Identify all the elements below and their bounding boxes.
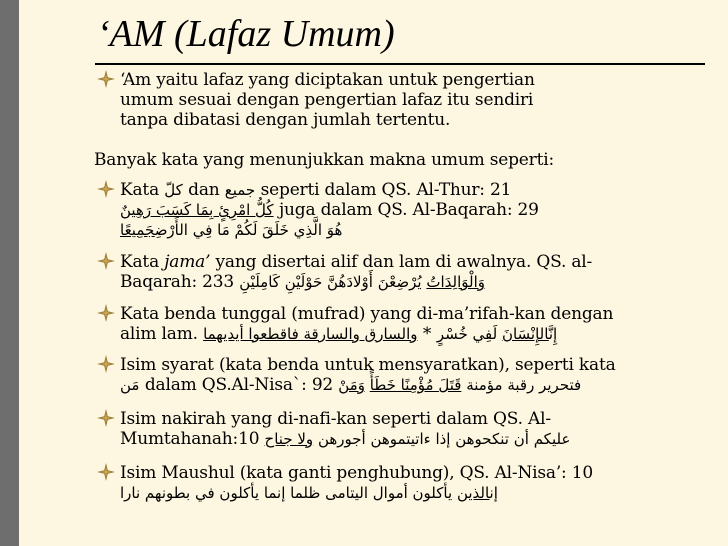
arabic-qatala: قَتَلَ مُؤْمِنًا خَطَأً xyxy=(369,376,462,394)
arabic-insan xyxy=(437,325,557,343)
reference-baqarah-29: juga dalam QS. Al-Baqarah: 29 xyxy=(278,200,539,220)
intro-line: Banyak kata yang menunjukkan makna umum seperti: xyxy=(94,150,554,170)
fleur-star-icon xyxy=(97,304,115,322)
reference-nisa-92: dalam QS.Al-Nisa`: 92 xyxy=(144,375,334,395)
bullet-jama xyxy=(120,252,712,292)
arabic-yakuluna: يأكلون أموال اليتامى ظلما إنما يأكلون في بطونهم نارا xyxy=(120,484,453,502)
jama-description: yang disertai alif dan lam di awalnya. QS. al- xyxy=(215,252,593,272)
definition-line-2: umum sesuai dengan pengertian lafaz itu sendiri xyxy=(120,90,534,110)
arabic-alladzina: الذين xyxy=(456,484,490,502)
arabic-lafi-khusr: لَفِي خُسْرٍ xyxy=(436,325,498,343)
arabic-verse-nisa-10 xyxy=(120,484,498,502)
arabic-kul: كلّ xyxy=(164,181,183,199)
arabic-man: مَن xyxy=(120,376,140,394)
kul-line-1 xyxy=(120,180,712,200)
bullet-syarat xyxy=(120,355,712,395)
mufrad-line-1: Kata benda tunggal (mufrad) yang di-ma’rifah-kan dengan xyxy=(120,304,614,324)
nakirah-line-1: Isim nakirah yang di-nafi-kan seperti dalam QS. Al- xyxy=(120,409,551,429)
arabic-inna-2: إن xyxy=(489,484,498,502)
kul-line-3 xyxy=(120,220,420,240)
arabic-yurdhina: يُرْضِعْنَ أَوْلادَهُنَّ حَوْلَيْنِ كَامِلَيْنِ xyxy=(239,273,422,291)
arabic-jamian: جَمِيعًا xyxy=(120,221,155,239)
arabic-inna: إِنَّ xyxy=(548,325,558,343)
slide-title: ‘AM (Lafaz Umum) xyxy=(97,13,395,55)
bullet-nakirah xyxy=(120,409,712,449)
bullet-maushul xyxy=(120,463,712,503)
arabic-verse-thur: كُلُّ امْرِئٍ بِمَا كَسَبَ رَهِينٌ xyxy=(120,201,274,219)
fleur-star-icon xyxy=(97,180,115,198)
star-separator: * xyxy=(422,324,432,344)
maushul-line-1: Isim Maushul (kata ganti penghubung), QS. Al-Nisa’: 10 xyxy=(120,463,593,483)
fleur-star-icon xyxy=(97,252,115,270)
maushul-line-2 xyxy=(120,483,712,503)
kata-text: Kata xyxy=(120,252,160,272)
left-sidebar-bar xyxy=(0,0,19,546)
arabic-tahrir: فتحرير رقبة مؤمنة xyxy=(466,376,582,394)
reference-thur: seperti dalam QS. Al-Thur: 21 xyxy=(260,180,512,200)
fleur-star-icon xyxy=(97,355,115,373)
bullet-kul-jami xyxy=(120,180,712,240)
arabic-sariq: والسارق والسارقة فاقطعوا أيديهما xyxy=(203,325,418,343)
kata-text: Kata xyxy=(120,180,160,200)
definition-line-3: tanpa dibatasi dengan jumlah tertentu. xyxy=(120,110,451,130)
intro-text xyxy=(94,150,686,170)
arabic-jami: جميع xyxy=(224,181,256,199)
arabic-alaikum: عليكم أن تنكحوهن إذا ءاتيتموهن أجورهن xyxy=(317,430,571,448)
jama-line-2 xyxy=(120,272,712,292)
arabic-wala-junaha: ولا جناح xyxy=(264,430,314,448)
syarat-line-1: Isim syarat (kata benda untuk mensyaratkan), seperti kata xyxy=(120,355,616,375)
arabic-al-insan: الإِنْسَانَ xyxy=(501,325,549,343)
kul-line-2 xyxy=(120,200,712,220)
dan-text: dan xyxy=(188,180,220,200)
nakirah-line-2 xyxy=(120,429,712,449)
arabic-verse-baqarah-29: هُوَ الَّذِي خَلَقَ لَكُمْ مَا فِي الأَرْضِ xyxy=(154,221,343,239)
definition-line-1: ‘Am yaitu lafaz yang diciptakan untuk pengertian xyxy=(120,70,535,90)
reference-mumtahanah: Mumtahanah:10 xyxy=(120,429,260,449)
fleur-star-icon xyxy=(97,463,115,481)
fleur-star-icon xyxy=(97,409,115,427)
mufrad-line-2 xyxy=(120,324,712,344)
arabic-walwalidat: وَالْوَالِدَاتُ xyxy=(426,273,486,291)
jama-line-1 xyxy=(120,252,712,272)
arabic-verse-mumtahanah xyxy=(265,430,571,448)
syarat-line-2 xyxy=(120,375,712,395)
arabic-verse-nisa-92 xyxy=(338,376,581,394)
arabic-waman: وَمَنْ xyxy=(338,376,365,394)
bullet-mufrad xyxy=(120,304,712,344)
alim-lam-text: alim lam. xyxy=(120,324,198,344)
fleur-star-icon xyxy=(97,70,115,88)
reference-baqarah-233: Baqarah: 233 xyxy=(120,272,235,292)
arabic-verse-baqarah-233 xyxy=(239,273,485,291)
title-underline xyxy=(95,63,705,65)
jama-term: jama’ xyxy=(164,252,211,272)
bullet-definition xyxy=(120,70,712,130)
